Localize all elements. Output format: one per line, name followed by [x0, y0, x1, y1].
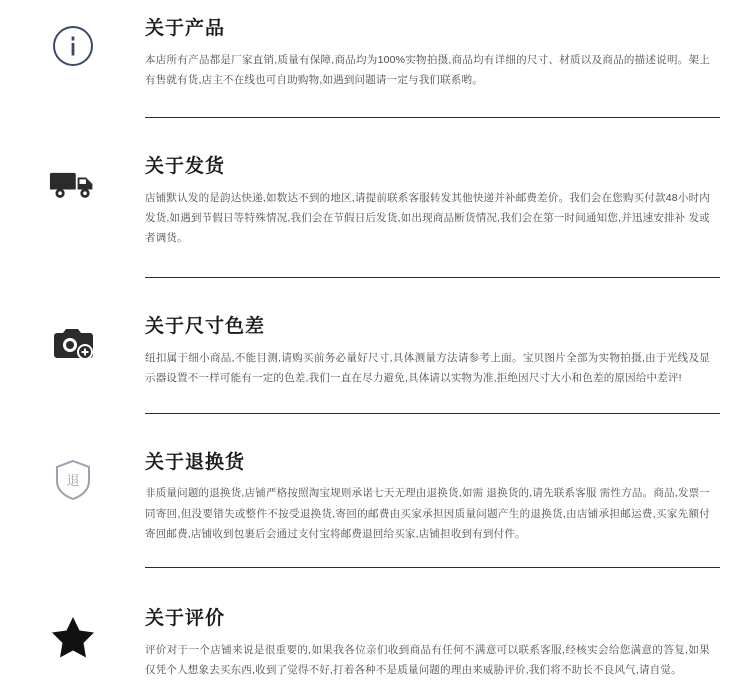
section-body: 非质量问题的退换货,店铺严格按照淘宝规则承诺七天无理由退换货,如需 退换货的,请先联系客服 需性方品。商品,发票一同寄回,但没要错失或整件不按受退换货,寄回的邮费由买家承担因质量问题产生的退换货,由店铺承担邮运费,买家先额付寄回邮费,店铺收到包裹后会通过支付宝将邮费退回给买家,店铺担收到有到付件。 — [145, 487, 710, 541]
section-about-product — [0, 0, 750, 91]
return-shield-icon — [49, 456, 97, 504]
section-text-cell — [145, 608, 720, 681]
section-body: 本店所有产品都是厂家直销,质量有保障,商品均为100%实物拍摄,商品均有详细的尺寸、材质以及商品的描述说明。架上有售就有货,店主不在线也可自助购物,如遇到问题请一定与我们联系哟。 — [145, 53, 710, 87]
section-title: 关于评价 — [145, 607, 226, 629]
section-body: 评价对于一个店铺来说是很重要的,如果我各位亲们收到商品有任何不满意可以联系客服,经核实会给您满意的答复,如果仅凭个人想象去买东西,收到了觉得不好,打着各种不是质量问题的理由来威胁评价,我们将不助长不良风气,请自觉。 — [145, 643, 710, 677]
section-icon-cell — [0, 452, 145, 504]
star-icon — [49, 612, 97, 660]
section-title: 关于尺寸色差 — [145, 315, 266, 337]
section-title: 关于发货 — [145, 155, 226, 177]
section-title: 关于产品 — [145, 18, 226, 39]
section-body: 纽扣属于细小商品,不能目测,请购买前务必量好尺寸,具体测量方法请参考上面。宝贝图片全部为实物拍摄,由于光线及显示器设置不一样可能有一定的色差,我们一直在尽力避免,具体请以实物为准,拒绝因尺寸大小和色差的原因给中差评! — [145, 351, 710, 385]
section-text-cell — [145, 156, 720, 249]
section-about-returns — [0, 414, 750, 545]
section-icon-cell — [0, 316, 145, 368]
section-text-cell — [145, 316, 720, 389]
info-circle-icon — [49, 22, 97, 70]
section-about-reviews — [0, 568, 750, 681]
section-text-cell — [145, 18, 720, 91]
camera-icon — [49, 320, 97, 368]
delivery-truck-icon — [49, 160, 97, 208]
section-body: 店铺默认发的是韵达快递,如数达不到的地区,请提前联系客服转发其他快递并补邮费差价。我们会在您购买付款48小时内发货,如遇到节假日等特殊情况,我们会在节假日后发货,如出现商品断货情况,我们会在第一时间通知您,并迅速安排补 发或者调货。 — [145, 191, 710, 245]
section-about-shipping — [0, 118, 750, 249]
section-text-cell — [145, 452, 720, 545]
section-title: 关于退换货 — [145, 451, 246, 473]
section-icon-cell — [0, 156, 145, 208]
svg-text:退: 退 — [65, 472, 80, 488]
section-icon-cell — [0, 18, 145, 70]
section-about-size-color — [0, 278, 750, 389]
section-icon-cell — [0, 608, 145, 660]
